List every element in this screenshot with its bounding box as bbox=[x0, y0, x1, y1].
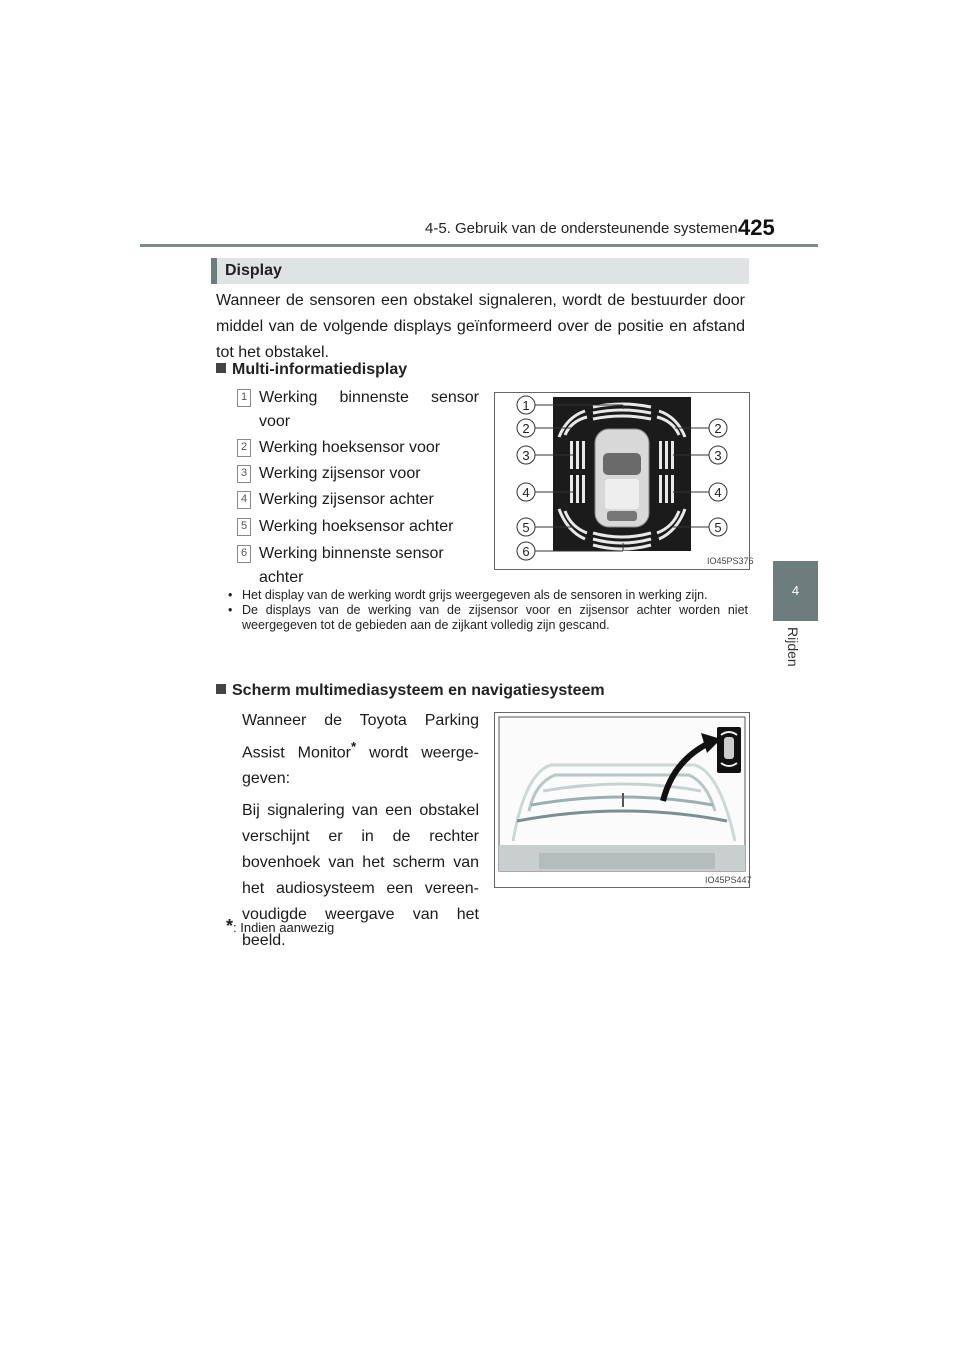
callout-label: 6 bbox=[522, 544, 530, 559]
list-item-text: Werking zijsensor achter bbox=[259, 491, 434, 508]
footnote-marker: * bbox=[350, 739, 357, 754]
note-item: • De displays van de werking van de zijsensor voor en zijsensor achter worden niet weergegeven tot de gebieden aan de zijkant volledig zijn gescand. bbox=[228, 603, 748, 633]
callout-label: 3 bbox=[714, 448, 722, 463]
notes-list bbox=[228, 588, 748, 633]
subheading-multi-info bbox=[216, 361, 407, 379]
list-item-text: Werking binnenste sensor voor bbox=[259, 389, 479, 430]
page-number: 425 bbox=[738, 215, 775, 240]
list-number: 2 bbox=[237, 439, 251, 457]
subheading-multi-info-text: Multi-informatiedisplay bbox=[232, 361, 408, 378]
section-accent bbox=[211, 258, 217, 284]
callout-label: 4 bbox=[714, 485, 722, 500]
sensor-display-figure bbox=[494, 392, 754, 570]
list-number: 6 bbox=[237, 545, 251, 563]
callout-label: 4 bbox=[522, 485, 530, 500]
subheading-multimedia bbox=[216, 682, 605, 700]
footnote bbox=[226, 916, 334, 937]
callout-label: 2 bbox=[714, 421, 722, 436]
callout-label: 5 bbox=[522, 520, 530, 535]
section-title: Display bbox=[225, 262, 282, 279]
square-bullet-icon bbox=[216, 363, 226, 373]
callout-label: 5 bbox=[714, 520, 722, 535]
chapter-label-text: Rijden bbox=[785, 627, 801, 667]
chapter-label bbox=[779, 627, 809, 687]
footnote-asterisk: * bbox=[226, 916, 234, 936]
list-item-text: Werking binnenste sensor achter bbox=[259, 545, 444, 586]
multimedia-para-1b: wordt weerge-geven: bbox=[242, 744, 480, 788]
figure-id: IO45PS376 bbox=[707, 556, 754, 566]
intro-paragraph: Wanneer de sensoren een obstakel signaleren, wordt de bestuurder door middel van de volgende displays geïnformeerd over de positie en afstand tot het obstakel. bbox=[216, 292, 745, 361]
square-bullet-icon bbox=[216, 684, 226, 694]
callout-label: 2 bbox=[522, 421, 530, 436]
section-heading bbox=[211, 258, 749, 284]
note-item: • Het display van de werking wordt grijs weergegeven als de sensoren in werking zijn. bbox=[228, 588, 748, 603]
list-number: 5 bbox=[237, 518, 251, 536]
multimedia-screen-figure bbox=[494, 712, 750, 888]
sensor-display-illustration bbox=[495, 393, 749, 569]
figure-id: IO45PS447 bbox=[705, 875, 752, 885]
subheading-multimedia-text: Scherm multimediasysteem en navigatiesysteem bbox=[232, 682, 605, 699]
chapter-tab: 4 bbox=[773, 561, 818, 621]
camera-view-illustration bbox=[495, 713, 749, 887]
multimedia-para-1a: Wanneer de Toyota Parking Assist Monitor bbox=[242, 712, 479, 762]
callout-label: 1 bbox=[522, 398, 530, 413]
callout-label: 3 bbox=[522, 448, 530, 463]
running-header: 4-5. Gebruik van de ondersteunende systemen bbox=[425, 220, 738, 237]
multimedia-para-2: Bij signalering van een obstakel verschijnt er in de rechter bovenhoek van het scherm van het audiosysteem een vereen-voudigde weergave van het beeld. bbox=[242, 802, 479, 950]
footnote-text: : Indien aanwezig bbox=[233, 920, 335, 935]
header-divider bbox=[140, 244, 818, 247]
list-item-text: Werking hoeksensor achter bbox=[259, 518, 454, 535]
multimedia-para-1 bbox=[242, 708, 479, 792]
list-item-text: Werking hoeksensor voor bbox=[259, 439, 441, 456]
list-number: 4 bbox=[237, 491, 251, 509]
list-number: 3 bbox=[237, 465, 251, 483]
list-number: 1 bbox=[237, 389, 251, 407]
list-item-text: Werking zijsensor voor bbox=[259, 465, 421, 482]
